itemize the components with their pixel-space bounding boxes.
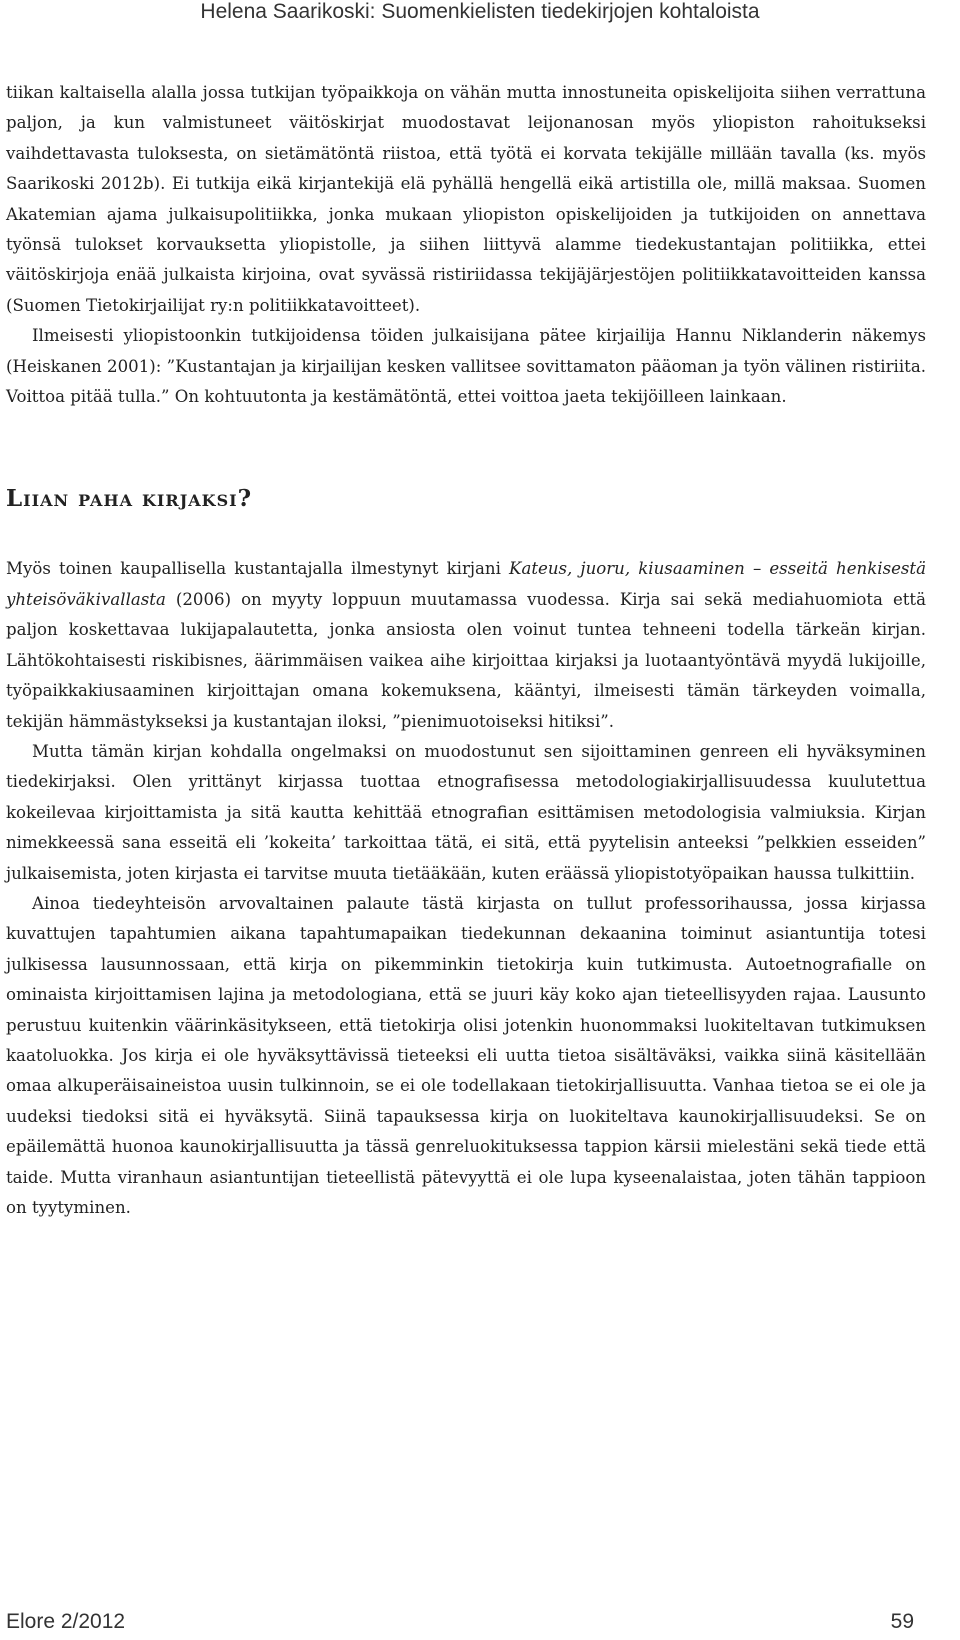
section-heading: Liian paha kirjaksi?	[6, 485, 253, 513]
paragraph: Ilmeisesti yliopistoonkin tutkijoidensa töiden julkaisijana pätee kirjailija Hannu Niklanderin näkemys (Heiskanen 2001): ”Kustantajan ja kirjailijan kesken vallitsee sovittamaton pääoman ja työn välinen ristiriita. Voittoa pitää tulla.” On kohtuutonta ja kestämätöntä, ettei voittoa jaeta tekijöilleen lainkaan.	[6, 326, 926, 407]
page-number: 59	[890, 1610, 914, 1633]
running-header: Helena Saarikoski: Suomenkielisten tiedekirjojen kohtaloista	[200, 0, 760, 23]
book-title: Kateus, juoru, kiusaaminen – esseitä henkisestä yhteisöväkivallasta	[6, 559, 926, 609]
article-body	[6, 78, 926, 1223]
paragraph-text: (2006) on myyty loppuun muutamassa vuodessa. Kirja sai sekä mediahuomiota että paljon koskettavaa lukijapalautetta, jonka ansiosta olen voinut tuntea tehneeni todella tärkeän kirjan. Lähtökohtaisesti riskibisnes, äärimmäisen vaikea aihe kirjoittaa kirjaksi ja luotaantyöntävä myydä lukijoille, työpaikkakiusaaminen kirjoittajan omana kokemuksena, kääntyi, ilmeisesti tämän tärkeyden voimalla, tekijän hämmästykseksi ja kustantajan iloksi, ”pienimuotoiseksi hitiksi”.	[6, 589, 926, 731]
paragraph-text: Myös toinen kaupallisella kustantajalla ilmestynyt kirjani	[6, 559, 510, 579]
paragraph: tiikan kaltaisella alalla jossa tutkijan työpaikkoja on vähän mutta innostuneita opiskelijoita siihen verrattuna paljon, ja kun valmistuneet väitöskirjat muodostavat leijonanosan myös yliopiston rahoitukseksi vaihdettavasta tuloksesta, on sietämätöntä riistoa, että työtä ei korvata tekijälle millään tavalla (ks. myös Saarikoski 2012b). Ei tutkija eikä kirjantekijä elä pyhällä hengellä eikä artistilla ole, millä maksaa. Suomen Akatemian ajama julkaisupolitiikka, jonka mukaan yliopiston opiskelijoiden ja tutkijoiden on annettava työnsä tulokset korvauksetta yliopistolle, ja siihen liittyvä alamme tiedekustantajan politiikka, ettei väitöskirjoja enää julkaista kirjoina, ovat syvässä ristiriidassa tekijäjärjestöjen politiikkatavoitteiden kanssa (Suomen Tietokirjailijat ry:n politiikkatavoitteet).	[6, 83, 926, 315]
paragraph	[6, 554, 926, 736]
paragraph: Ainoa tiedeyhteisön arvovaltainen palaute tästä kirjasta on tullut professorihaussa, jossa kirjassa kuvattujen tapahtumien aikana tapahtumapaikan tiedekunnan dekaanina toiminut asiantuntija totesi julkisessa lausunnossaan, että kirja on pikemminkin tietokirja kuin tutkimusta. Autoetnografialle on ominaista kirjoittamisen lajina ja metodologiana, että se juuri käy koko ajan tieteellisyyden rajaa. Lausunto perustuu kuitenkin väärinkäsitykseen, että tietokirja olisi jotenkin huonommaksi luokiteltavan tutkimuksen kaatoluokka. Jos kirja ei ole hyväksyttävissä tieteeksi eli uutta tietoa sisältäväksi, vaikka siinä käsitellään omaa alkuperäisaineistoa uusin tulkinnoin, se ei ole todellakaan tietokirjallisuutta. Vanhaa tietoa se ei ole ja uudeksi tiedoksi sitä ei hyväksytä. Siinä tapauksessa kirja on luokiteltava kaunokirjallisuudeksi. Se on epäilemättä huonoa kaunokirjallisuutta ja tässä genreluokituksessa tappion kärsii mielestäni sekä tiede että taide. Mutta viranhaun asiantuntijan tieteellistä pätevyyttä ei ole lupa kyseenalaistaa, joten tähän tappioon on tyytyminen.	[6, 893, 926, 1217]
paragraph: Mutta tämän kirjan kohdalla ongelmaksi on muodostunut sen sijoittaminen genreen eli hyväksyminen tiedekirjaksi. Olen yrittänyt kirjassa tuottaa etnografisessa metodologiakirjallisuudessa kuulutettua kokeilevaa kirjoittamista ja sitä kautta kehittää etnografian esittämisen metodologisia valmiuksia. Kirjan nimekkeessä sana esseitä eli ’kokeita’ tarkoittaa tätä, ei sitä, että pyytelisin anteeksi ”pelkkien esseiden” julkaisemista, joten kirjasta ei tarvitse muuta tietääkään, kuten eräässä yliopistotyöpaikan haussa tulkittiin.	[6, 741, 926, 883]
running-footer	[6, 1610, 914, 1634]
journal-issue: Elore 2/2012	[6, 1610, 126, 1633]
